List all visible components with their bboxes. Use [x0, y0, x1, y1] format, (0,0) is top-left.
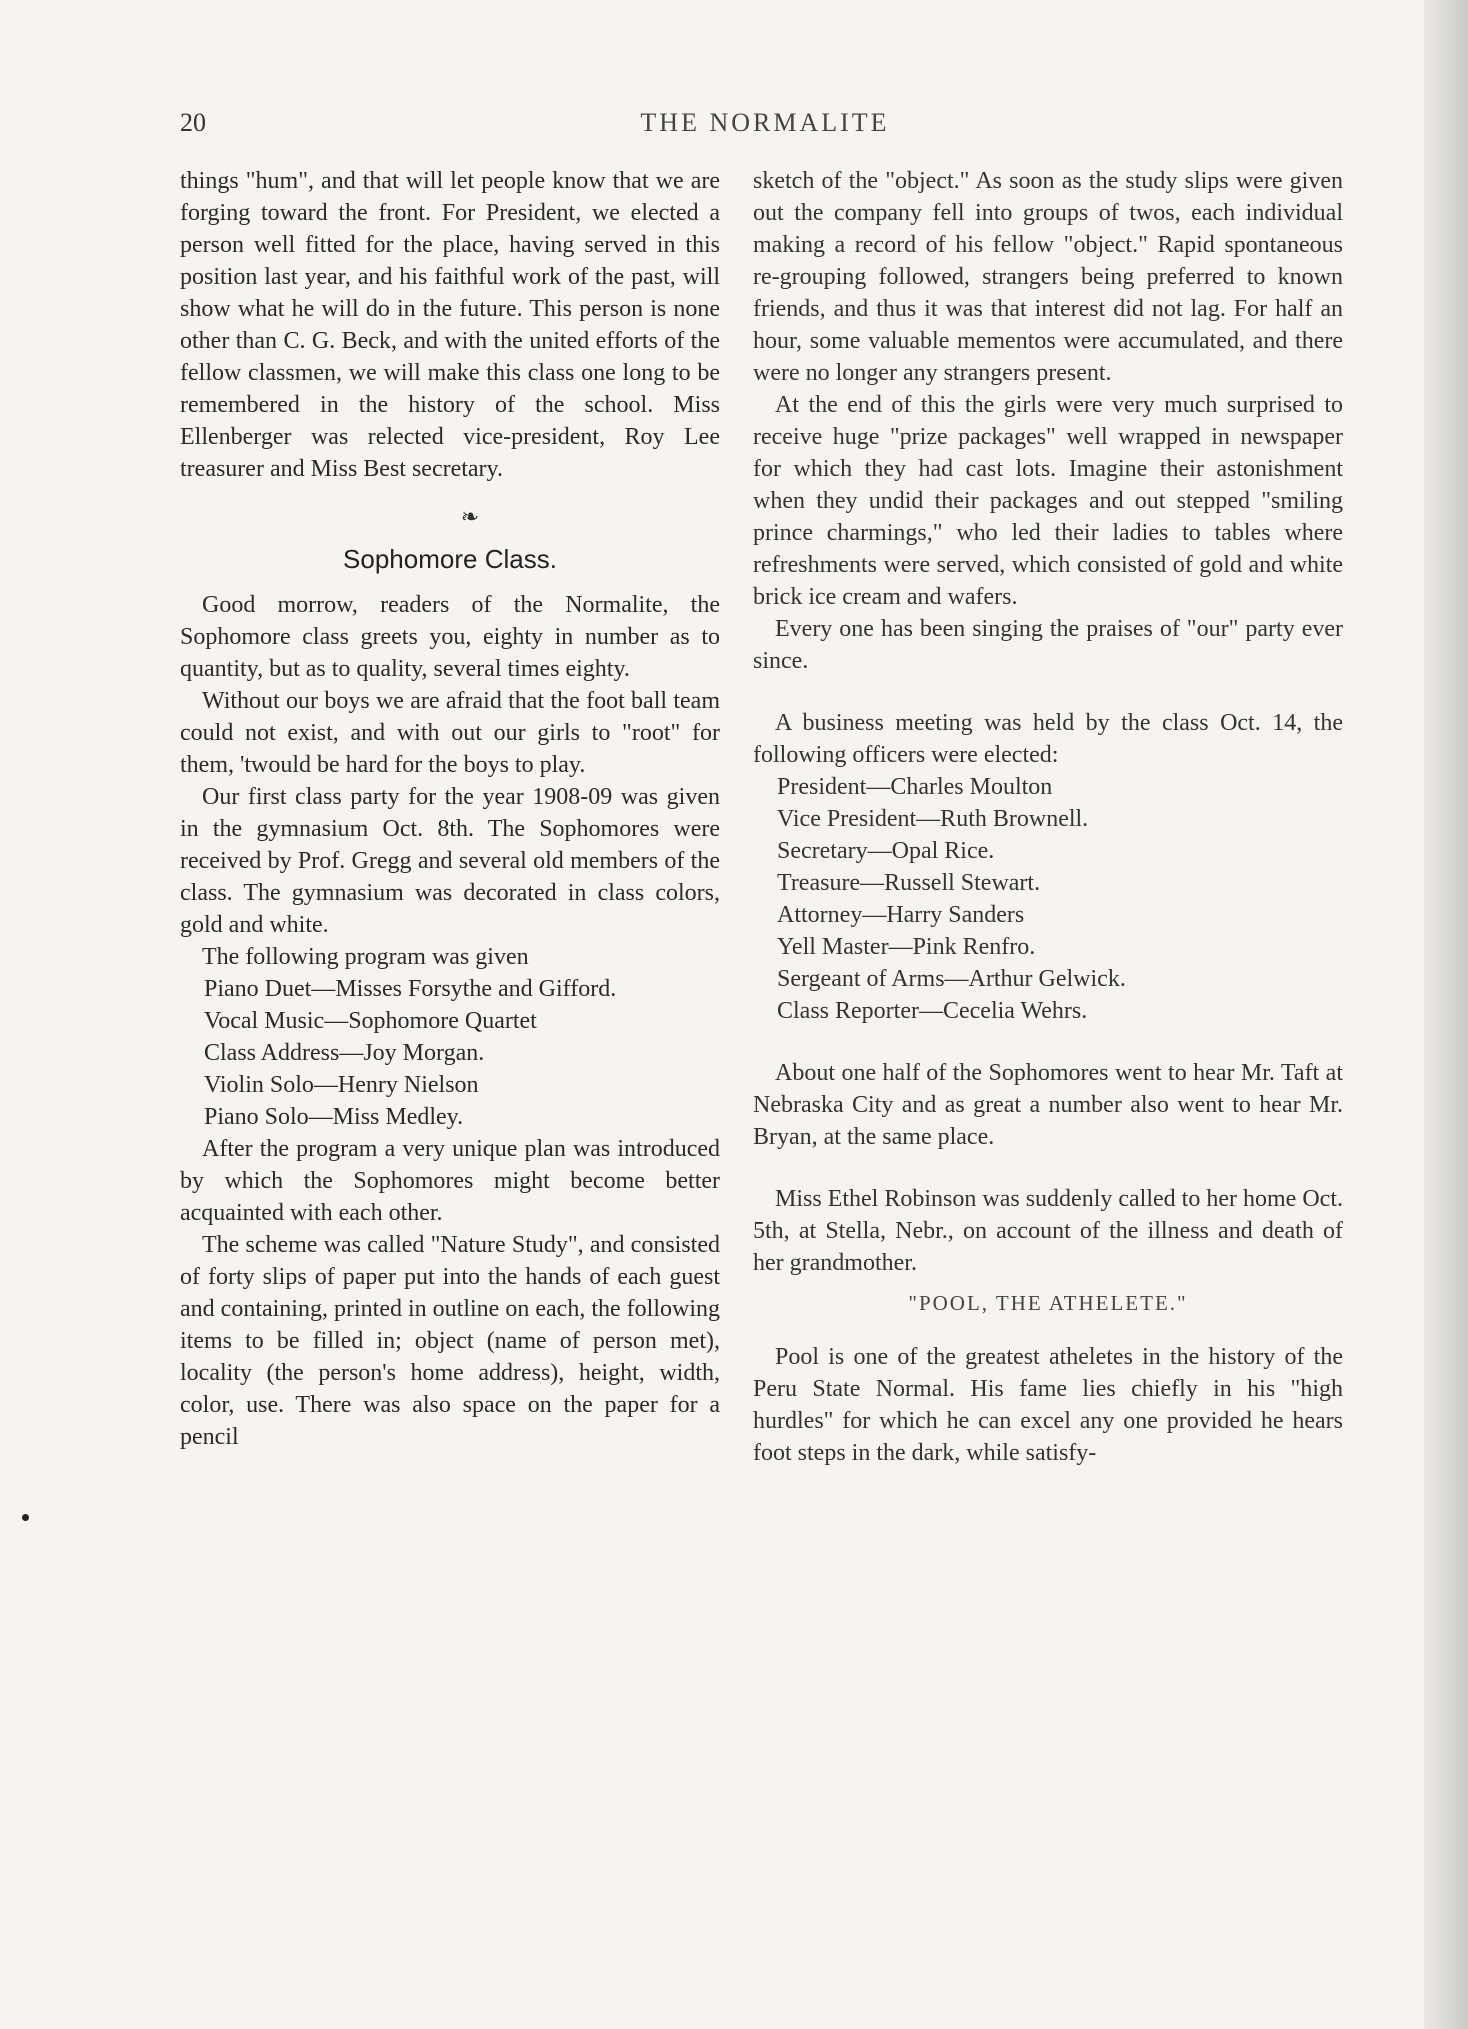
paragraph-plan: After the program a very unique plan was introduced by which the Sophomores might become better acquainted with each other. — [180, 1136, 720, 1226]
officer-item: Treasure—Russell Stewart. — [777, 870, 1041, 896]
page-gutter-shadow — [1424, 0, 1468, 2029]
program-item: Violin Solo—Henry Nielson — [204, 1072, 479, 1098]
officer-item: Attorney—Harry Sanders — [777, 902, 1025, 928]
right-column — [753, 165, 1343, 1469]
officer-item: Secretary—Opal Rice. — [777, 838, 995, 864]
paragraph-scheme: The scheme was called "Nature Study", and consisted of forty slips of paper put into the hands of each guest and containing, printed in outline on each, the following items to be filled in; object (name of person met), locality (the person's home address), height, width, color, use. There was also space on the paper for a pencil — [180, 1232, 720, 1450]
spacer — [753, 1027, 1343, 1057]
paragraph-praises: Every one has been singing the praises of "our" party ever since. — [753, 616, 1343, 674]
paragraph-meeting: A business meeting was held by the class Oct. 14, the following officers were elected: — [753, 710, 1343, 768]
page-header — [180, 108, 1350, 148]
margin-ink-dot — [22, 1514, 29, 1521]
section-heading: Sophomore Class. — [343, 544, 557, 574]
program-item: Piano Duet—Misses Forsythe and Gifford. — [204, 976, 617, 1002]
section-divider-ornament: ❧ — [460, 504, 480, 529]
officer-item: Class Reporter—Cecelia Wehrs. — [777, 998, 1088, 1024]
spacer — [753, 677, 1343, 707]
paragraph-greeting: Good morrow, readers of the Normalite, the Sophomore class greets you, eighty in number as to quantity, but as to quality, several times eighty. — [180, 592, 720, 682]
program-intro: The following program was given — [202, 944, 529, 970]
paragraph-pool: Pool is one of the greatest atheletes in the history of the Peru State Normal. His fame lies chiefly in his "high hurdles" for which he can excel any one provided he hears foot steps in the dark, while satisfy- — [753, 1344, 1343, 1466]
paragraph-sketch: sketch of the "object." As soon as the study slips were given out the company fell into groups of twos, each individual making a record of his fellow "object." Rapid spontaneous re-grouping followed, strangers being preferred to known friends, and thus it was that interest did not lag. For half an hour, some valuable mementos were accumulated, and there were no longer any strangers present. — [753, 168, 1343, 386]
pool-subheading: "POOL, THE ATHELETE." — [908, 1291, 1188, 1315]
paragraph-boys: Without our boys we are afraid that the foot ball team could not exist, and with out our girls to "root" for them, 'twould be hard for the boys to play. — [180, 688, 720, 778]
paragraph-taft: About one half of the Sophomores went to hear Mr. Taft at Nebraska City and as great a number also went to hear Mr. Bryan, at the same place. — [753, 1060, 1343, 1150]
paragraph-robinson: Miss Ethel Robinson was suddenly called to her home Oct. 5th, at Stella, Nebr., on account of the illness and death of her grandmother. — [753, 1186, 1343, 1276]
spacer — [753, 1153, 1343, 1183]
officer-item: Sergeant of Arms—Arthur Gelwick. — [777, 966, 1126, 992]
left-column — [180, 165, 720, 1453]
program-item: Piano Solo—Miss Medley. — [204, 1104, 464, 1130]
program-item: Vocal Music—Sophomore Quartet — [204, 1008, 537, 1034]
officer-item: President—Charles Moulton — [777, 774, 1053, 800]
journal-title: THE NORMALITE — [640, 108, 890, 137]
program-item: Class Address—Joy Morgan. — [204, 1040, 485, 1066]
paragraph-prizes: At the end of this the girls were very much surprised to receive huge "prize packages" well wrapped in newspaper for which they had cast lots. Imagine their astonishment when they undid their packages and out stepped "smiling prince charmings," who led their ladies to tables where refreshments were served, which consisted of gold and white brick ice cream and wafers. — [753, 392, 1343, 610]
officer-item: Yell Master—Pink Renfro. — [777, 934, 1036, 960]
page-number: 20 — [180, 108, 206, 137]
intro-paragraph: things "hum", and that will let people know that we are forging toward the front. For President, we elected a person well fitted for the place, having served in this position last year, and his faithful work of the past, will show what he will do in the future. This person is none other than C. G. Beck, and with the united efforts of the fellow classmen, we will make this class one long to be remembered in the history of the school. Miss Ellenberger was relected vice-president, Roy Lee treasurer and Miss Best secretary. — [180, 168, 720, 482]
paragraph-party: Our first class party for the year 1908-09 was given in the gymnasium Oct. 8th. The Sophomores were received by Prof. Gregg and several old members of the class. The gymnasium was decorated in class colors, gold and white. — [180, 784, 720, 938]
officer-item: Vice President—Ruth Brownell. — [777, 806, 1089, 832]
